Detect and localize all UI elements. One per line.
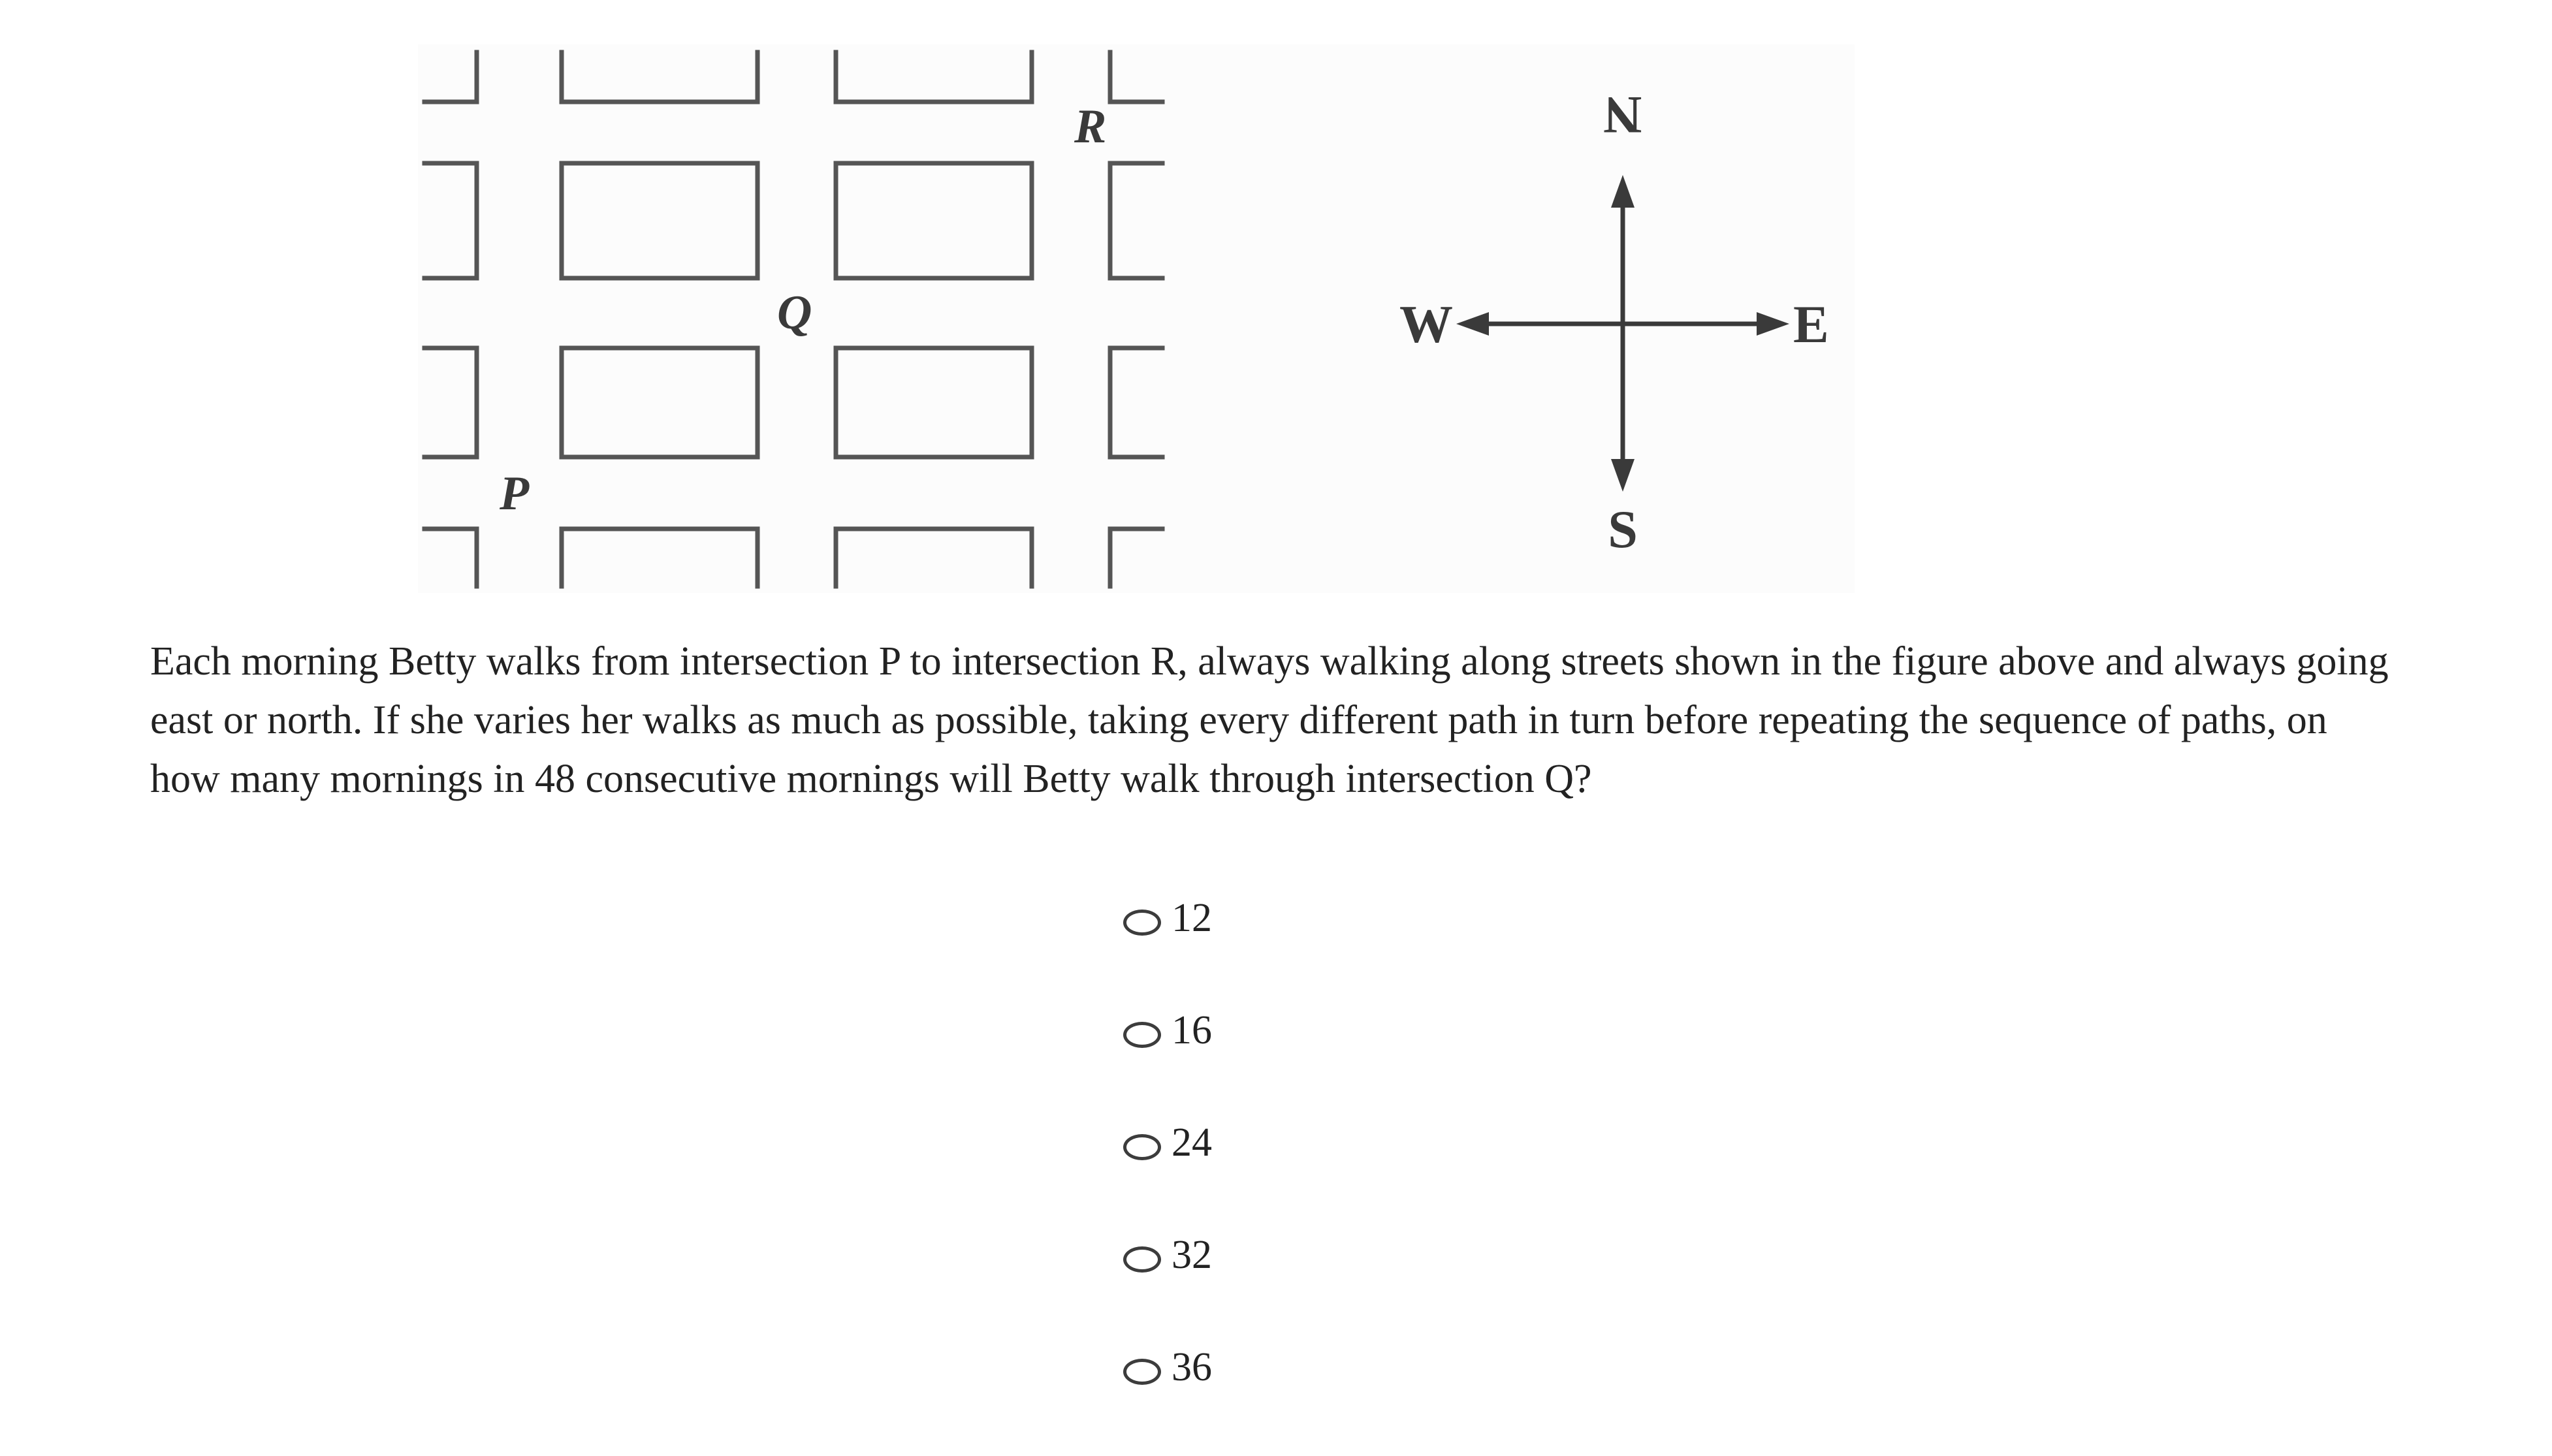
- block-row3-1: [562, 348, 758, 457]
- intersection-r-label: R: [1074, 100, 1107, 153]
- answer-option[interactable]: [1123, 1344, 1212, 1391]
- south-arrowhead-icon: [1611, 459, 1635, 492]
- answer-option-label: 36: [1172, 1345, 1212, 1389]
- block-row3-right-partial: [1110, 348, 1162, 457]
- block-row2-2: [836, 163, 1032, 278]
- block-top-1: [562, 52, 758, 102]
- compass-north-label: N: [1603, 86, 1642, 145]
- west-arrowhead-icon: [1456, 312, 1489, 336]
- block-row3-2: [836, 348, 1032, 457]
- question-text: Each morning Betty walks from intersection P to intersection R, always walking along streets shown in the figure above and always going east or north. If she varies her walks as much as possible, taking every different path in turn before repeating the sequence of paths, on how many mornings in 48 consecutive mornings will Betty walk through intersection Q?: [150, 639, 2389, 801]
- radio-button-icon[interactable]: [1123, 1359, 1161, 1385]
- answer-option[interactable]: [1123, 1231, 1212, 1278]
- answer-option-label: 32: [1172, 1233, 1212, 1277]
- block-top-2: [836, 52, 1032, 102]
- answer-option-label: 12: [1172, 896, 1212, 940]
- answer-choices: [1123, 894, 1212, 1456]
- answer-option-label: 16: [1172, 1008, 1212, 1052]
- block-top-left-partial: [424, 52, 477, 102]
- block-bottom-1: [562, 529, 758, 586]
- block-row2-1: [562, 163, 758, 278]
- block-row3-left-partial: [424, 348, 477, 457]
- answer-option-label: 24: [1172, 1120, 1212, 1165]
- block-row2-left-partial: [424, 163, 477, 278]
- compass-west-label: W: [1399, 294, 1453, 354]
- block-row2-right-partial: [1110, 163, 1162, 278]
- block-bottom-right-partial: [1110, 529, 1162, 586]
- north-arrowhead-icon: [1611, 175, 1635, 208]
- compass-south-label: S: [1608, 499, 1638, 559]
- east-arrowhead-icon: [1757, 312, 1789, 336]
- intersection-q-label: Q: [777, 286, 812, 340]
- answer-option[interactable]: [1123, 1119, 1212, 1166]
- radio-button-icon[interactable]: [1123, 1022, 1161, 1048]
- street-grid-diagram: [418, 44, 1855, 593]
- block-bottom-2: [836, 529, 1032, 586]
- block-bottom-left-partial: [424, 529, 477, 586]
- compass-east-label: E: [1793, 294, 1829, 354]
- answer-option[interactable]: [1123, 1007, 1212, 1054]
- answer-option[interactable]: [1123, 894, 1212, 942]
- intersection-p-label: P: [500, 467, 530, 520]
- radio-button-icon[interactable]: [1123, 910, 1161, 936]
- compass-arrows: [1456, 175, 1789, 492]
- compass-rose: [1399, 86, 1829, 559]
- street-map-figure: [418, 44, 1855, 593]
- block-top-right-partial: [1110, 52, 1162, 102]
- radio-button-icon[interactable]: [1123, 1246, 1161, 1273]
- radio-button-icon[interactable]: [1123, 1134, 1161, 1160]
